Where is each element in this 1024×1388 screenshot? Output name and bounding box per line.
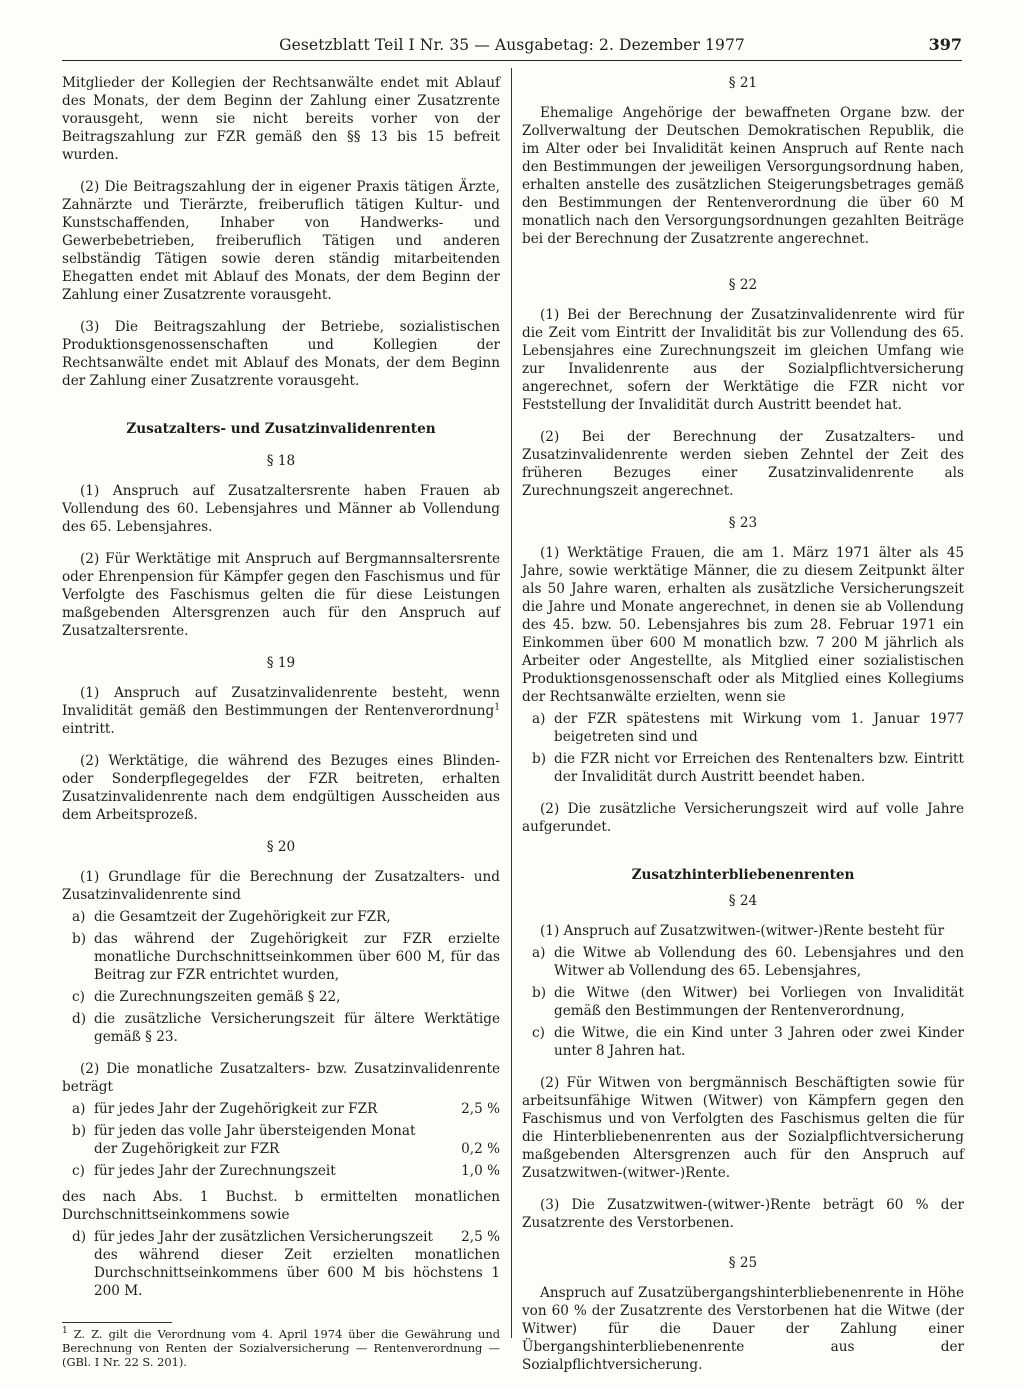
list-item-label: c) [72, 989, 85, 1005]
rate-d-text: für jedes Jahr der zusätzlichen Versicherungszeit [94, 1229, 433, 1245]
section-19-p1-end: eintritt. [62, 721, 115, 737]
rates-list [62, 1100, 500, 1180]
left-column [62, 74, 500, 1369]
rate-row [62, 1162, 500, 1180]
section-23-p2: (2) Die zusätzliche Versicherungszeit wird auf volle Jahre aufgerundet. [522, 801, 964, 835]
list-item-text: das während der Zugehörigkeit zur FZR erzielte monatliche Durchschnittseinkommen über 600 M, für das Beitrag zur FZR entrichtet wurden, [94, 931, 500, 983]
list-item-label: a) [532, 711, 546, 727]
rate-d-value: 2,5 % [461, 1229, 500, 1245]
list-item-text: die Witwe, die ein Kind unter 3 Jahren oder zwei Kinder unter 8 Jahren hat. [554, 1025, 964, 1059]
rate-text: für jedes Jahr der Zugehörigkeit zur FZR [94, 1101, 378, 1117]
footnote-ref[interactable]: 1 [494, 702, 500, 713]
section-heading-hinterbliebenenrenten: Zusatzhinterbliebenenrenten [631, 867, 855, 883]
rate-label: d) [72, 1229, 87, 1245]
intro-paragraph: Mitglieder der Kollegien der Rechtsanwälte endet mit Ablauf des Monats, der dem Beginn der Zahlung einer Zusatzrente vorausgeht, wenn sie nicht bereits vorher von der Beitragszahlung zur FZR gemäß den §§ 13 bis 15 befreit wurden. [62, 75, 500, 163]
rate-row-d [62, 1228, 500, 1300]
list-item-text: die Witwe (den Witwer) bei Vorliegen von Invalidität gemäß den Bestimmungen der Rentenverordnung, [554, 985, 964, 1019]
rate-text [94, 1228, 500, 1300]
footnote [62, 1327, 500, 1369]
rate-text: für jeden das volle Jahr übersteigenden Monat der Zugehörigkeit zur FZR [94, 1123, 416, 1157]
rate-row [62, 1122, 500, 1158]
section-heading-zusatzrenten: Zusatzalters- und Zusatzinvalidenrenten [126, 421, 436, 437]
list-item [62, 1010, 500, 1046]
rate-label: c) [72, 1163, 85, 1179]
rate-d-rest: des während dieser Zeit erzielten monatlichen Durchschnittseinkommens über 600 M bis höchstens 1 200 M. [94, 1247, 500, 1299]
list-item [522, 710, 964, 746]
list-item-label: b) [532, 985, 547, 1001]
list-item-text: die zusätzliche Versicherungszeit für ältere Werktätige gemäß § 23. [94, 1011, 500, 1045]
section-18-p2: (2) Für Werktätige mit Anspruch auf Bergmannsaltersrente oder Ehrenpension für Kämpfer gegen den Faschismus und für Verfolgte des Faschismus gelten die für diese Leistungen maßgebenden Altersgrenzen auch für den Anspruch auf Zusatzaltersrente. [62, 551, 500, 639]
list-item-text: die Gesamtzeit der Zugehörigkeit zur FZR, [94, 909, 391, 925]
rate-text: für jedes Jahr der Zurechnungszeit [94, 1163, 336, 1179]
section-23-list [522, 710, 964, 786]
section-20-title: § 20 [266, 839, 296, 855]
list-item [62, 908, 500, 926]
list-item [522, 984, 964, 1020]
section-20-p2: (2) Die monatliche Zusatzalters- bzw. Zusatzinvalidenrente beträgt [62, 1061, 500, 1095]
section-25-title: § 25 [728, 1255, 758, 1271]
list-item-text: der FZR spätestens mit Wirkung vom 1. Januar 1977 beigetreten sind und [554, 711, 964, 745]
section-24-p1: (1) Anspruch auf Zusatzwitwen-(witwer-)Rente besteht für [540, 923, 945, 939]
header-title: Gesetzblatt Teil I Nr. 35 — Ausgabetag: 2. Dezember 1977 [279, 36, 745, 54]
section-24-list [522, 944, 964, 1060]
section-18-title: § 18 [266, 453, 296, 469]
section-19-p2: (2) Werktätige, die während des Bezuges eines Blinden- oder Sonderpflegegeldes der FZR beitreten, erhalten Zusatzinvalidenrente nach dem endgültigen Ausscheiden aus dem Arbeitsprozeß. [62, 753, 500, 823]
paragraph-3: (3) Die Beitragszahlung der Betriebe, sozialistischen Produktionsgenossenschaften und Kollegien der Rechtsanwälte endet mit Ablauf des Monats, der dem Beginn der Zahlung einer Zusatzrente vorausgeht. [62, 319, 500, 389]
list-item [62, 988, 500, 1006]
paragraph-2: (2) Die Beitragszahlung der in eigener Praxis tätigen Ärzte, Zahnärzte und Tierärzte, freiberuflich tätigen Kultur- und Kunstschaffenden, Inhaber von Handwerks- und Gewerbebetrieben, freiberuflich Tätigen und anderen selbständig Tätigen sowie deren ständig mitarbeitenden Ehegatten endet mit Ablauf des Monats, der dem Beginn der Zahlung einer Zusatzrente vorausgeht. [62, 179, 500, 303]
section-23-title: § 23 [728, 515, 758, 531]
list-item-label: c) [532, 1025, 545, 1041]
footnote-text: Z. Z. gilt die Verordnung vom 4. April 1974 über die Gewährung und Berechnung von Renten der Sozialversicherung — Rentenverordnung — (GBl. I Nr. 22 S. 201). [62, 1327, 500, 1369]
rate-row [62, 1100, 500, 1118]
section-21-title: § 21 [728, 75, 758, 91]
list-item-label: d) [72, 1011, 87, 1027]
section-22-p2: (2) Bei der Berechnung der Zusatzalters- und Zusatzinvalidenrente werden sieben Zehntel der Zeit des früheren Bezuges einer Zusatzinvalidenrente als Zurechnungszeit angerechnet. [522, 429, 964, 499]
list-item-text: die Zurechnungszeiten gemäß § 22, [94, 989, 341, 1005]
footnote-rule [62, 1322, 172, 1323]
section-20-mid: des nach Abs. 1 Buchst. b ermittelten monatlichen Durchschnittseinkommens sowie [62, 1189, 500, 1223]
list-item-label: b) [72, 931, 87, 947]
page-number: 397 [928, 35, 962, 54]
list-item [522, 750, 964, 786]
section-18-p1: (1) Anspruch auf Zusatzaltersrente haben Frauen ab Vollendung des 60. Lebensjahres und Männer ab Vollendung des 65. Lebensjahres. [62, 483, 500, 535]
list-item [522, 1024, 964, 1060]
section-19-p1 [62, 684, 500, 738]
section-24-p2: (2) Für Witwen von bergmännisch Beschäftigten sowie für arbeitsunfähige Witwen (Witwer) von Kämpfern gegen den Faschismus und von Verfolgten des Faschismus gelten die für die Hinterbliebenenrenten aus der Sozialpflichtversicherung maßgebenden Altersgrenzen auch für den Anspruch auf Zusatzwitwen-(witwer-)Rente. [522, 1075, 964, 1181]
list-item-label: b) [532, 751, 547, 767]
section-22-p1: (1) Bei der Berechnung der Zusatzinvalidenrente wird für die Zeit vom Eintritt der Invalidität bis zur Vollendung des 65. Lebensjahres eine Zurechnungszeit im gleichen Umfang wie zur Invalidenrente aus der Sozialpflichtversicherung angerechnet, sofern der Werktätige die FZR nicht vor Feststellung der Invalidität durch Austritt beendet hat. [522, 307, 964, 413]
rate-value: 2,5 % [461, 1101, 500, 1117]
rate-label: b) [72, 1123, 87, 1139]
footnote-marker: 1 [62, 1326, 68, 1337]
list-item-text: die FZR nicht vor Erreichen des Rentenalters bzw. Eintritt der Invalidität durch Austritt beendet haben. [554, 751, 964, 785]
list-item-label: a) [532, 945, 546, 961]
section-19-p1-text: (1) Anspruch auf Zusatzinvalidenrente besteht, wenn Invalidität gemäß den Bestimmungen der Rentenverordnung [62, 685, 500, 719]
rate-value: 1,0 % [461, 1163, 500, 1179]
page-header [62, 34, 962, 61]
section-20-list [62, 908, 500, 1046]
section-22-title: § 22 [728, 277, 758, 293]
rate-value: 0,2 % [461, 1141, 500, 1157]
list-item [62, 930, 500, 984]
list-item [522, 944, 964, 980]
section-24-p3: (3) Die Zusatzwitwen-(witwer-)Rente beträgt 60 % der Zusatzrente des Verstorbenen. [522, 1197, 964, 1231]
section-23-p1: (1) Werktätige Frauen, die am 1. März 1971 älter als 45 Jahre, sowie werktätige Männer, die zu diesem Zeitpunkt älter als 50 Jahre waren, erhalten als zusätzliche Versicherungszeit die Jahre und Monate angerechnet, in denen sie ab Vollendung des 45. bzw. 50. Lebensjahres bis zum 28. Februar 1971 ein Einkommen über 600 M monatlich bzw. 7 200 M jährlich als Arbeiter oder Angestellte, als Mitglied einer sozialistischen Produktionsgenossenschaft oder als Mitglied eines Kollegiums der Rechtsanwälte erzielten, wenn sie [522, 545, 964, 705]
right-column [522, 74, 964, 1374]
list-item-label: a) [72, 909, 86, 925]
section-20-p1: (1) Grundlage für die Berechnung der Zusatzalters- und Zusatzinvalidenrente sind [62, 869, 500, 903]
section-24-title: § 24 [728, 893, 758, 909]
column-divider [511, 68, 512, 1338]
section-25-p1: Anspruch auf Zusatzübergangshinterbliebenenrente in Höhe von 60 % der Zusatzrente des Verstorbenen hat die Witwe (der Witwer) für die Dauer der Zahlung einer Übergangshinterbliebenenrente aus der Sozialpflichtversicherung. [522, 1285, 964, 1373]
list-item-text: die Witwe ab Vollendung des 60. Lebensjahres und den Witwer ab Vollendung des 65. Lebensjahres, [554, 945, 964, 979]
section-19-title: § 19 [266, 655, 296, 671]
rate-label: a) [72, 1101, 86, 1117]
section-21-p1: Ehemalige Angehörige der bewaffneten Organe bzw. der Zollverwaltung der Deutschen Demokratischen Republik, die im Alter oder bei Invalidität keinen Anspruch auf Rente nach den Bestimmungen der jeweiligen Versorgungsordnung haben, erhalten anstelle des zusätzlichen Steigerungsbetrages gemäß den Bestimmungen der Rentenverordnung die über 60 M monatlich nach den Versorgungsordnungen gezahlten Beiträge bei der Berechnung der Zusatzrente angerechnet. [522, 105, 964, 247]
